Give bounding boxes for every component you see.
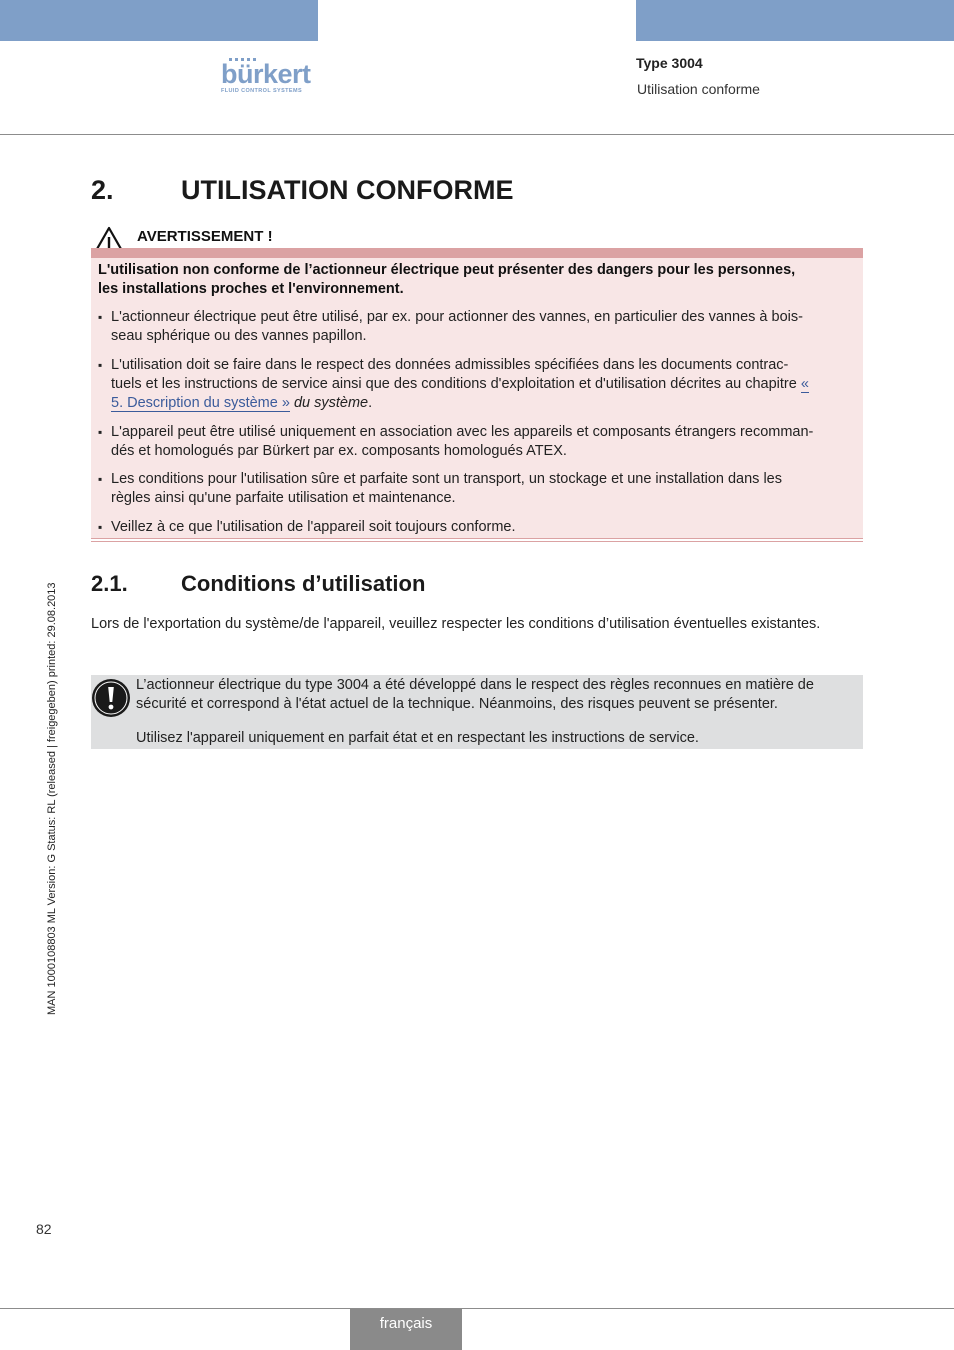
logo-wordmark: bürkert — [221, 59, 311, 89]
note-text: Utilisez l'appareil uniquement en parfait état et en respectant les instructions de service. — [136, 730, 699, 746]
warning-rule — [91, 541, 863, 542]
warning-title: AVERTISSEMENT ! — [137, 228, 273, 245]
subsection-title: Conditions d’utilisation — [181, 571, 426, 596]
bullet-mark: ▪ — [98, 310, 103, 324]
header-subtitle: Utilisation conforme — [637, 81, 760, 97]
warning-stripe — [91, 248, 863, 258]
bullet-mark: ▪ — [98, 425, 103, 439]
warning-rule — [91, 538, 863, 539]
bullet-mark: ▪ — [98, 358, 103, 372]
header-divider — [0, 134, 954, 135]
subsection-paragraph: Lors de l'exportation du système/de l'appareil, veuillez respecter les conditions d’utilisation éventuelles existantes. — [91, 616, 821, 632]
section-title: UTILISATION CONFORME — [181, 175, 514, 205]
warning-intro: L'utilisation non conforme de l’actionneur électrique peut présenter des dangers pour les personnes, les installations proches et l'environnement. — [98, 262, 796, 297]
header-type: Type 3004 — [636, 55, 703, 71]
subsection-number: 2.1. — [91, 571, 128, 596]
header-bar-right — [636, 0, 954, 41]
chapter-link[interactable]: 5. Description du système » — [111, 395, 290, 411]
document-id-sidebar: MAN 1000108803 ML Version: G Status: RL (released | freigegeben) printed: 29.08.2013 — [46, 582, 58, 1015]
bullet-mark: ▪ — [98, 472, 103, 486]
note-text: L’actionneur électrique du type 3004 a été développé dans le respect des règles reconnues en matière de sécurité et correspond à l'état actuel de la technique. Néanmoins, des risques peuvent se présenter. — [136, 677, 814, 712]
footer-divider — [0, 1308, 954, 1309]
logo-subtitle: FLUID CONTROL SYSTEMS — [221, 88, 303, 94]
language-tab: français — [350, 1309, 462, 1350]
chapter-link-start[interactable]: « — [800, 376, 809, 392]
page-number: 82 — [36, 1221, 52, 1237]
header-bar-left — [0, 0, 318, 41]
section-number: 2. — [91, 175, 114, 205]
exclamation-circle-icon — [91, 678, 131, 718]
bullet-mark: ▪ — [98, 520, 103, 534]
